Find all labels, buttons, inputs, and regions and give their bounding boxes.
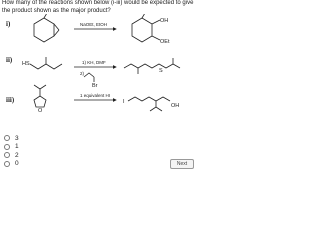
reaction-iii-oh: OH (171, 103, 180, 109)
next-button[interactable]: Next (170, 159, 194, 169)
radio-button[interactable] (4, 144, 10, 150)
answer-option-3[interactable] (4, 134, 19, 142)
answer-option-label: 2 (15, 151, 19, 159)
reaction-iii-product (128, 97, 170, 111)
reaction-ii-reactant (30, 57, 62, 69)
reaction-i-reactant (34, 14, 59, 42)
reaction-i-label: i) (6, 20, 11, 28)
reaction-iii-reactant (34, 85, 46, 107)
answer-option-label: 3 (15, 134, 19, 142)
question-text: How many of the reactions shown below (i-iii) would be expected to give the product shown as the major product? (2, 0, 194, 14)
radio-button[interactable] (4, 135, 10, 141)
reaction-ii-label: ii) (6, 56, 13, 64)
answer-option-label: 1 (15, 143, 19, 151)
reaction-ii-s: S (159, 68, 163, 74)
reaction-ii-hs: HS (22, 61, 30, 67)
answer-options (4, 134, 19, 168)
reaction-iii-label: iii) (6, 96, 15, 104)
reaction-i-oh: OH (160, 18, 169, 24)
reaction-ii-product (124, 58, 180, 74)
reaction-iii-o: O (38, 108, 43, 114)
reaction-iii-reagent: 1 equivalent HI (80, 93, 111, 98)
answer-option-label: 0 (15, 160, 19, 168)
reaction-ii-alkyl-bromide (84, 73, 94, 82)
reaction-ii-reagent-line1: 1) KH, DMF (82, 60, 106, 65)
radio-button[interactable] (4, 152, 10, 158)
answer-option-2[interactable] (4, 151, 19, 159)
answer-option-0[interactable] (4, 160, 19, 168)
reaction-ii-reagent-line2: 2) (80, 71, 85, 76)
radio-button[interactable] (4, 161, 10, 167)
reaction-i-reagent: NaOEt, EtOH (80, 22, 108, 27)
reaction-i-oet: OEt (160, 39, 170, 45)
reaction-iii-i: I (123, 99, 125, 105)
answer-option-1[interactable] (4, 143, 19, 151)
reaction-ii-br: Br (92, 83, 98, 89)
reaction-drawing (0, 14, 200, 129)
reaction-i-product (132, 14, 160, 42)
reaction-schemes (0, 14, 200, 129)
